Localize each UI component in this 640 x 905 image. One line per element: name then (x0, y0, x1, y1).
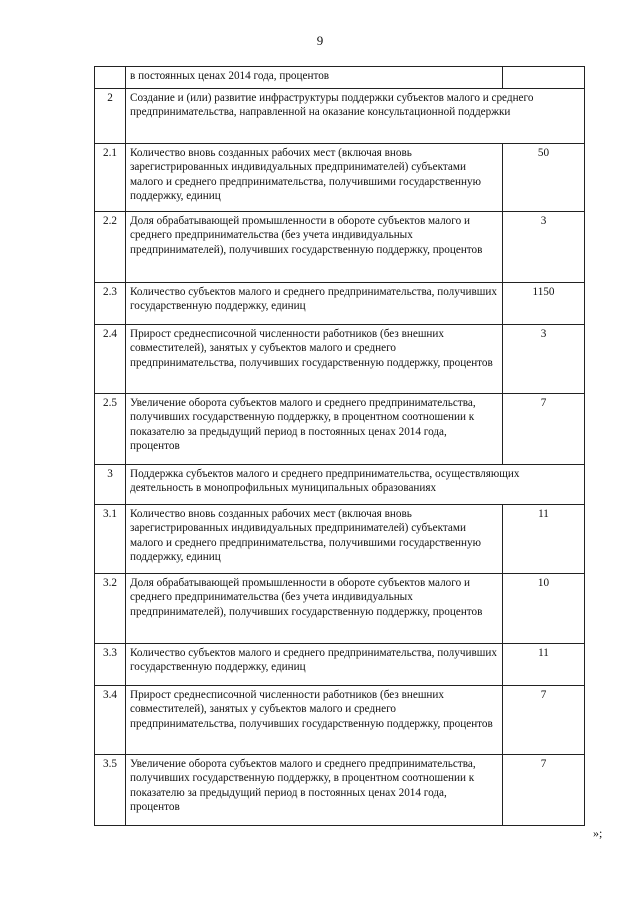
row-number: 2.1 (95, 144, 126, 212)
indicator-row (95, 755, 585, 826)
row-number: 3.1 (95, 505, 126, 574)
indicator-row (95, 505, 585, 574)
indicator-name: Увеличение оборота субъектов малого и среднего предпринимательства, получивших государственную поддержку, в процентном соотношении к показателю за предыдущий период в постоянных ценах 2014 года, процентов (126, 755, 503, 826)
indicator-value (503, 67, 585, 89)
indicator-row (95, 144, 585, 212)
row-number: 2.3 (95, 283, 126, 325)
indicator-value: 7 (503, 394, 585, 465)
indicator-value: 1150 (503, 283, 585, 325)
indicator-row (95, 212, 585, 283)
indicator-name: Создание и (или) развитие инфраструктуры поддержки субъектов малого и среднего предпринимательства, направленной на оказание консультационной поддержки (126, 89, 585, 144)
indicator-value: 3 (503, 325, 585, 394)
indicator-name: Прирост среднесписочной численности работников (без внешних совместителей), занятых у субъектов малого и среднего предпринимательства, получивших государственную поддержку, процентов (126, 686, 503, 755)
indicator-row (95, 283, 585, 325)
row-number: 3.4 (95, 686, 126, 755)
indicator-row (95, 644, 585, 686)
row-number: 2.4 (95, 325, 126, 394)
indicators-table (94, 66, 585, 826)
indicator-name: Количество субъектов малого и среднего предпринимательства, получивших государственную поддержку, единиц (126, 644, 503, 686)
closing-quote-mark: »; (593, 826, 603, 840)
indicators-table-body (95, 67, 585, 826)
indicator-name: Увеличение оборота субъектов малого и среднего предпринимательства, получивших государственную поддержку, в процентном соотношении к показателю за предыдущий период в постоянных ценах 2014 года, процентов (126, 394, 503, 465)
indicator-value: 11 (503, 505, 585, 574)
row-number (95, 67, 126, 89)
indicator-name: Доля обрабатывающей промышленности в обороте субъектов малого и среднего предпринимательства (без учета индивидуальных предпринимателей), получивших государственную поддержку, процентов (126, 574, 503, 644)
section-row (95, 465, 585, 505)
indicator-value: 50 (503, 144, 585, 212)
indicator-value: 10 (503, 574, 585, 644)
section-row (95, 89, 585, 144)
indicator-name: Поддержка субъектов малого и среднего предпринимательства, осуществляющих деятельность в монопрофильных муниципальных образованиях (126, 465, 585, 505)
indicator-value: 7 (503, 755, 585, 826)
indicator-value: 7 (503, 686, 585, 755)
row-number: 3 (95, 465, 126, 505)
row-number: 3.2 (95, 574, 126, 644)
page-number: 9 (316, 33, 324, 48)
indicator-name: Количество субъектов малого и среднего предпринимательства, получивших государственную поддержку, единиц (126, 283, 503, 325)
indicator-name: в постоянных ценах 2014 года, процентов (126, 67, 503, 89)
row-number: 2.5 (95, 394, 126, 465)
row-number: 3.5 (95, 755, 126, 826)
row-number: 3.3 (95, 644, 126, 686)
indicator-name: Количество вновь созданных рабочих мест (включая вновь зарегистрированных индивидуальных предпринимателей) субъектами малого и среднего предпринимательства, получившими государственную поддержку, единиц (126, 505, 503, 574)
indicator-value: 11 (503, 644, 585, 686)
continuation-row (95, 67, 585, 89)
indicator-name: Доля обрабатывающей промышленности в обороте субъектов малого и среднего предпринимательства (без учета индивидуальных предпринимателей), получивших государственную поддержку, процентов (126, 212, 503, 283)
indicator-row (95, 394, 585, 465)
row-number: 2.2 (95, 212, 126, 283)
indicator-name: Прирост среднесписочной численности работников (без внешних совместителей), занятых у субъектов малого и среднего предпринимательства, получивших государственную поддержку, процентов (126, 325, 503, 394)
indicator-value: 3 (503, 212, 585, 283)
indicator-row (95, 686, 585, 755)
indicator-row (95, 325, 585, 394)
indicator-row (95, 574, 585, 644)
indicator-name: Количество вновь созданных рабочих мест (включая вновь зарегистрированных индивидуальных предпринимателей) субъектами малого и среднего предпринимательства, получившими государственную поддержку, единиц (126, 144, 503, 212)
row-number: 2 (95, 89, 126, 144)
